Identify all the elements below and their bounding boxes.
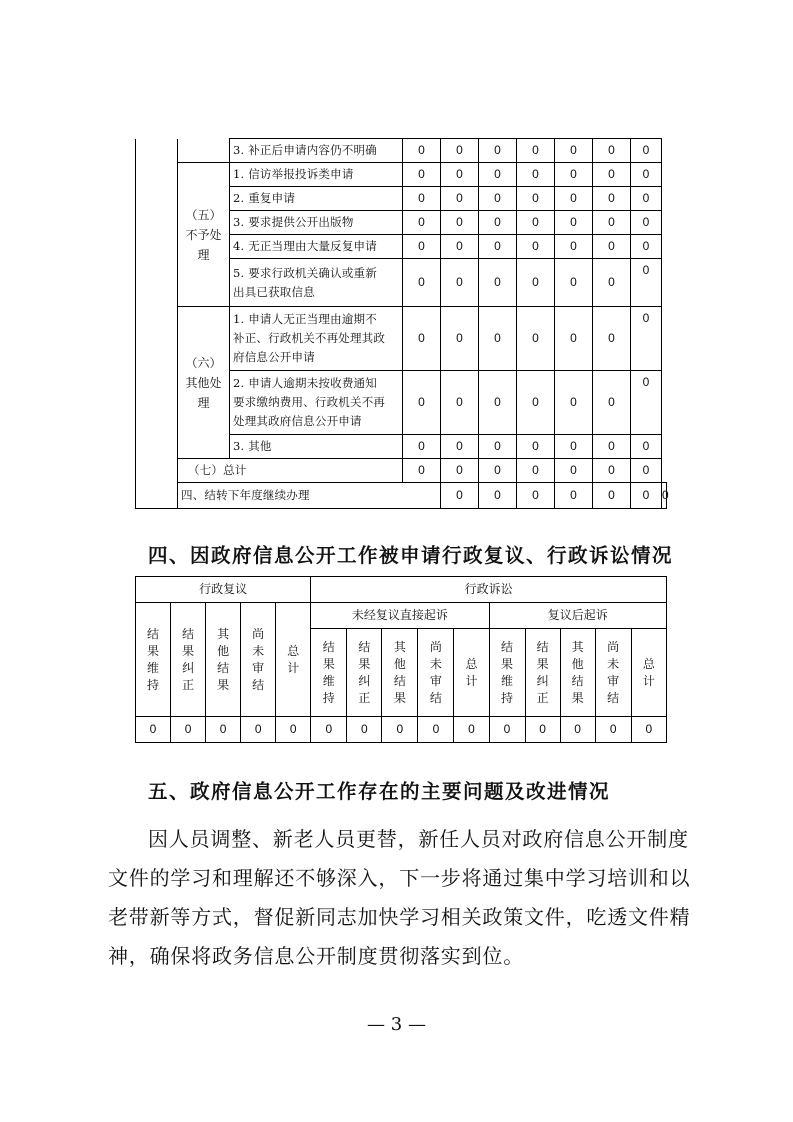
value-cell: 0	[631, 259, 662, 307]
value-cell: 0	[555, 371, 593, 435]
value-cell: 0	[441, 435, 479, 459]
value-cell: 0	[631, 139, 662, 163]
value-cell: 0	[593, 187, 631, 211]
value-cell: 0	[555, 187, 593, 211]
col-result-upheld: 结 果 维 持	[489, 629, 525, 717]
value-cell: 0	[403, 235, 441, 259]
value-cell: 0	[241, 717, 276, 743]
row-label	[230, 259, 403, 307]
col-total: 总 计	[454, 629, 489, 717]
row-label	[230, 307, 403, 371]
category-title-line: 理	[197, 395, 210, 410]
col-pending: 尚 未 审 结	[418, 629, 454, 717]
disposal-table	[135, 138, 667, 509]
value-cell: 0	[403, 459, 441, 483]
value-cell: 0	[593, 235, 631, 259]
paragraph-line: 因人员调整、新老人员更替，新任人员对政府信息公开制度	[148, 827, 689, 851]
value-cell: 0	[479, 211, 517, 235]
row-label-line: 要求缴纳费用、行政机关不再	[233, 395, 386, 409]
section-4-title: 四、因政府信息公开工作被申请行政复议、行政诉讼情况	[148, 544, 674, 567]
table-row	[136, 577, 667, 603]
row-label: 3. 要求提供公开出版物	[230, 211, 403, 235]
col-result-corrected: 结 果 纠 正	[171, 603, 206, 717]
value-cell: 0	[441, 163, 479, 187]
value-cell: 0	[276, 717, 311, 743]
value-cell: 0	[517, 259, 555, 307]
value-cell: 0	[441, 483, 479, 509]
col-total: 总 计	[631, 629, 666, 717]
review-litigation-table	[135, 576, 667, 743]
value-cell: 0	[489, 717, 525, 743]
after-review-suit-header: 复议后起诉	[489, 603, 667, 629]
category-title-line: （六）	[185, 355, 222, 370]
value-cell: 0	[517, 139, 555, 163]
value-cell: 0	[171, 717, 206, 743]
value-cell: 0	[517, 371, 555, 435]
value-cell: 0	[479, 163, 517, 187]
col-other-result: 其 他 结 果	[382, 629, 418, 717]
value-cell: 0	[479, 139, 517, 163]
value-cell: 0	[593, 259, 631, 307]
value-cell: 0	[479, 371, 517, 435]
value-cell: 0	[631, 371, 662, 435]
value-cell: 0	[555, 235, 593, 259]
category-not-processed	[178, 163, 230, 307]
value-cell: 0	[631, 483, 662, 509]
value-cell: 0	[517, 307, 555, 371]
table-row	[136, 717, 667, 743]
value-cell: 0	[441, 307, 479, 371]
value-cell: 0	[479, 187, 517, 211]
category-title-line: 不予处	[185, 227, 222, 242]
value-cell: 0	[631, 235, 662, 259]
value-cell: 0	[525, 717, 560, 743]
value-cell: 0	[555, 459, 593, 483]
col-total: 总 计	[276, 603, 311, 717]
value-cell: 0	[479, 459, 517, 483]
col-other-result: 其 他 结 果	[560, 629, 595, 717]
value-cell: 0	[403, 139, 441, 163]
value-cell: 0	[631, 717, 666, 743]
litigation-header: 行政诉讼	[311, 577, 667, 603]
table-cell-blank	[136, 139, 178, 509]
value-cell: 0	[555, 307, 593, 371]
value-cell: 0	[403, 187, 441, 211]
value-cell: 0	[418, 717, 454, 743]
value-cell: 0	[631, 435, 662, 459]
direct-suit-header: 未经复议直接起诉	[311, 603, 489, 629]
value-cell: 0	[593, 371, 631, 435]
value-cell: 0	[595, 717, 631, 743]
table-cell-blank	[178, 139, 230, 163]
value-cell: 0	[593, 307, 631, 371]
row-label-line: 5. 要求行政机关确认或重新	[233, 265, 377, 280]
row-label: 3. 其他	[230, 435, 403, 459]
value-cell: 0	[593, 163, 631, 187]
table-row	[136, 307, 667, 371]
value-cell: 0	[593, 139, 631, 163]
carry-over-label: 四、结转下年度继续办理	[178, 483, 441, 509]
value-cell: 0	[441, 235, 479, 259]
row-label: 2. 重复申请	[230, 187, 403, 211]
value-cell: 0	[403, 307, 441, 371]
value-cell: 0	[441, 259, 479, 307]
col-result-corrected: 结 果 纠 正	[347, 629, 382, 717]
value-cell: 0	[517, 187, 555, 211]
review-header: 行政复议	[136, 577, 311, 603]
col-result-upheld: 结 果 维 持	[136, 603, 171, 717]
value-cell: 0	[631, 459, 662, 483]
value-cell: 0	[403, 435, 441, 459]
value-cell: 0	[479, 483, 517, 509]
row-label: 1. 信访举报投诉类申请	[230, 163, 403, 187]
category-title-line: （五）	[185, 207, 222, 222]
value-cell: 0	[555, 211, 593, 235]
value-cell: 0	[403, 259, 441, 307]
value-cell: 0	[479, 307, 517, 371]
value-cell: 0	[311, 717, 347, 743]
value-cell: 0	[403, 163, 441, 187]
section-5-title: 五、政府信息公开工作存在的主要问题及改进情况	[148, 780, 611, 803]
table-row	[136, 603, 667, 629]
value-cell: 0	[454, 717, 489, 743]
row-label	[230, 371, 403, 435]
paragraph-line: 老带新等方式，督促新同志加快学习相关政策文件，吃透文件精	[108, 905, 691, 929]
row-label-line: 处理其政府信息公开申请	[233, 414, 362, 428]
col-result-upheld: 结 果 维 持	[311, 629, 347, 717]
row-label-line: 2. 申请人逾期未按收费通知	[233, 376, 377, 390]
category-title-line: 其他处	[185, 375, 222, 390]
value-cell: 0	[593, 483, 631, 509]
table-row	[136, 483, 667, 509]
value-cell: 0	[517, 163, 555, 187]
value-cell: 0	[555, 259, 593, 307]
value-cell: 0	[517, 211, 555, 235]
value-cell: 0	[631, 211, 662, 235]
value-cell: 0	[593, 211, 631, 235]
row-label-line: 府信息公开申请	[233, 350, 315, 364]
table-row	[136, 459, 667, 483]
table-row	[136, 139, 667, 163]
total-label: （七）总计	[178, 459, 403, 483]
value-cell: 0	[479, 235, 517, 259]
col-pending: 尚 未 审 结	[595, 629, 631, 717]
value-cell: 0	[136, 717, 171, 743]
value-cell: 0	[517, 435, 555, 459]
value-cell: 0	[441, 371, 479, 435]
value-cell: 0	[517, 483, 555, 509]
category-other-processing	[178, 307, 230, 459]
value-cell: 0	[517, 235, 555, 259]
category-title-line: 理	[197, 247, 210, 262]
col-other-result: 其 他 结 果	[206, 603, 241, 717]
row-label-line: 出具已获取信息	[233, 284, 315, 299]
value-cell: 0	[347, 717, 382, 743]
paragraph-line: 文件的学习和理解还不够深入，下一步将通过集中学习培训和以	[108, 866, 691, 890]
value-cell: 0	[382, 717, 418, 743]
row-label: 4. 无正当理由大量反复申请	[230, 235, 403, 259]
value-cell: 0	[593, 435, 631, 459]
value-cell: 0	[479, 435, 517, 459]
value-cell: 0	[593, 459, 631, 483]
value-cell: 0	[631, 307, 662, 371]
table-row	[136, 163, 667, 187]
value-cell: 0	[517, 459, 555, 483]
page-number: — 3 —	[367, 1014, 426, 1035]
value-cell: 0	[441, 459, 479, 483]
value-cell: 0	[631, 187, 662, 211]
col-result-corrected: 结 果 纠 正	[525, 629, 560, 717]
row-label: 3. 补正后申请内容仍不明确	[230, 139, 403, 163]
value-cell: 0	[560, 717, 595, 743]
value-cell: 0	[555, 483, 593, 509]
value-cell: 0	[441, 187, 479, 211]
value-cell: 0	[206, 717, 241, 743]
paragraph-line: 神，确保将政务信息公开制度贯彻落实到位。	[108, 944, 524, 968]
row-label-line: 1. 申请人无正当理由逾期不	[233, 312, 377, 326]
value-cell: 0	[662, 483, 667, 509]
col-pending: 尚 未 审 结	[241, 603, 276, 717]
value-cell: 0	[555, 163, 593, 187]
value-cell: 0	[631, 163, 662, 187]
row-label-line: 补正、行政机关不再处理其政	[233, 331, 386, 345]
value-cell: 0	[403, 211, 441, 235]
value-cell: 0	[555, 139, 593, 163]
value-cell: 0	[441, 139, 479, 163]
value-cell: 0	[403, 371, 441, 435]
value-cell: 0	[479, 259, 517, 307]
value-cell: 0	[555, 435, 593, 459]
value-cell: 0	[441, 211, 479, 235]
